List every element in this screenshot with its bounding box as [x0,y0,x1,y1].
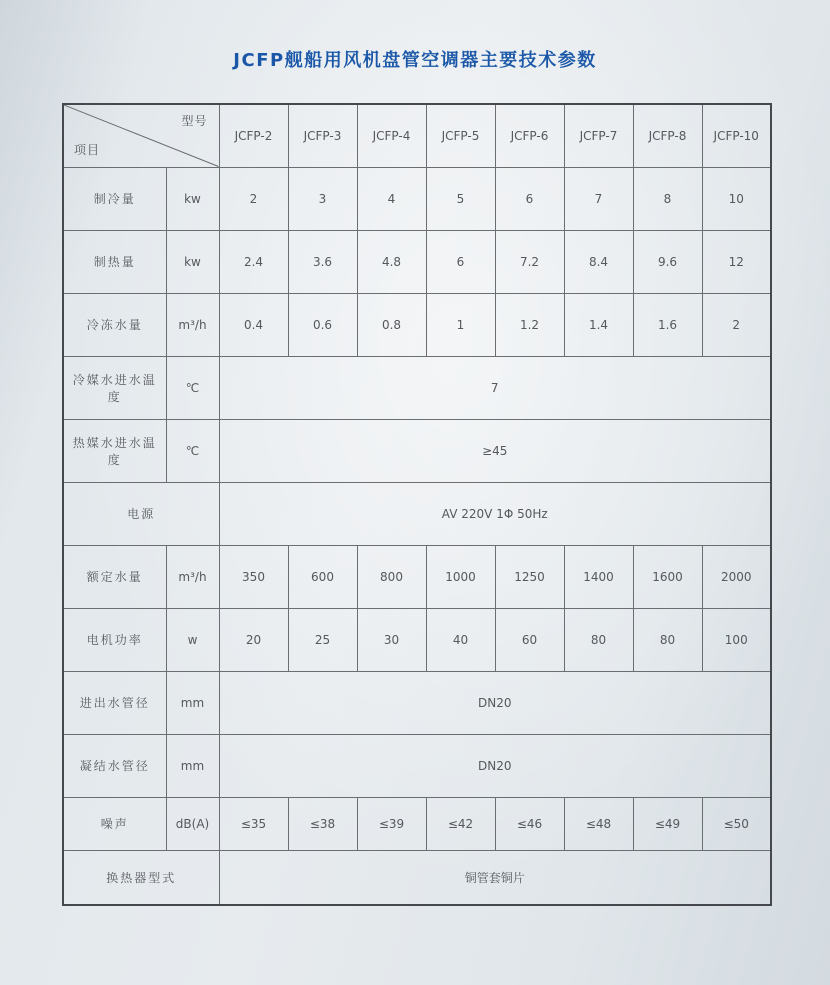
merged-value-cell: DN20 [219,671,771,734]
value-cell-r8-c3: 30 [357,608,426,671]
value-cell-r11-c8: ≤50 [702,797,771,850]
value-cell-r3-c7: 1.6 [633,293,702,356]
row-label: 制冷量 [63,167,166,230]
row-label: 制热量 [63,230,166,293]
table-row [63,545,771,608]
merged-value-cell: DN20 [219,734,771,797]
value-cell-r7-c1: 350 [219,545,288,608]
row-unit: w [166,608,219,671]
row-unit: kw [166,230,219,293]
value-cell-r8-c2: 25 [288,608,357,671]
row-label: 电源 [63,482,219,545]
row-label: 额定水量 [63,545,166,608]
value-cell-r8-c7: 80 [633,608,702,671]
model-header-1: JCFP-2 [219,104,288,167]
value-cell-r7-c2: 600 [288,545,357,608]
value-cell-r1-c5: 6 [495,167,564,230]
value-cell-r1-c1: 2 [219,167,288,230]
value-cell-r2-c5: 7.2 [495,230,564,293]
value-cell-r7-c7: 1600 [633,545,702,608]
value-cell-r2-c4: 6 [426,230,495,293]
corner-item-label: 项目 [74,142,101,157]
merged-value-cell: 铜管套铜片 [219,850,771,905]
row-label: 冷冻水量 [63,293,166,356]
value-cell-r3-c6: 1.4 [564,293,633,356]
value-cell-r7-c4: 1000 [426,545,495,608]
value-cell-r2-c6: 8.4 [564,230,633,293]
value-cell-r11-c6: ≤48 [564,797,633,850]
value-cell-r11-c3: ≤39 [357,797,426,850]
table-row [63,167,771,230]
row-label: 凝结水管径 [63,734,166,797]
value-cell-r2-c3: 4.8 [357,230,426,293]
model-header-7: JCFP-8 [633,104,702,167]
table-row [63,419,771,482]
row-label: 噪声 [63,797,166,850]
value-cell-r1-c7: 8 [633,167,702,230]
table-row [63,671,771,734]
table-row [63,734,771,797]
value-cell-r2-c8: 12 [702,230,771,293]
value-cell-r11-c5: ≤46 [495,797,564,850]
value-cell-r11-c2: ≤38 [288,797,357,850]
row-unit: mm [166,671,219,734]
row-unit: mm [166,734,219,797]
row-unit: dB(A) [166,797,219,850]
header-row [63,104,771,167]
value-cell-r8-c6: 80 [564,608,633,671]
value-cell-r3-c4: 1 [426,293,495,356]
value-cell-r1-c3: 4 [357,167,426,230]
value-cell-r1-c2: 3 [288,167,357,230]
model-header-4: JCFP-5 [426,104,495,167]
value-cell-r2-c1: 2.4 [219,230,288,293]
row-unit: m³/h [166,293,219,356]
value-cell-r8-c5: 60 [495,608,564,671]
row-label: 冷媒水进水温度 [63,356,166,419]
value-cell-r2-c7: 9.6 [633,230,702,293]
value-cell-r8-c8: 100 [702,608,771,671]
value-cell-r7-c3: 800 [357,545,426,608]
model-header-5: JCFP-6 [495,104,564,167]
merged-value-cell: AV 220V 1Φ 50Hz [219,482,771,545]
value-cell-r2-c2: 3.6 [288,230,357,293]
table-row [63,482,771,545]
value-cell-r8-c4: 40 [426,608,495,671]
row-unit: ℃ [166,419,219,482]
value-cell-r8-c1: 20 [219,608,288,671]
merged-value-cell: ≥45 [219,419,771,482]
table-row [63,230,771,293]
table-row [63,356,771,419]
row-label: 换热器型式 [63,850,219,905]
value-cell-r1-c8: 10 [702,167,771,230]
model-header-8: JCFP-10 [702,104,771,167]
value-cell-r3-c3: 0.8 [357,293,426,356]
value-cell-r3-c5: 1.2 [495,293,564,356]
row-label: 电机功率 [63,608,166,671]
value-cell-r7-c5: 1250 [495,545,564,608]
value-cell-r7-c8: 2000 [702,545,771,608]
model-header-2: JCFP-3 [288,104,357,167]
table-row [63,797,771,850]
value-cell-r3-c2: 0.6 [288,293,357,356]
model-header-6: JCFP-7 [564,104,633,167]
model-header-3: JCFP-4 [357,104,426,167]
spec-table [62,103,772,906]
header-corner-cell [63,104,219,167]
value-cell-r1-c4: 5 [426,167,495,230]
table-row [63,608,771,671]
value-cell-r11-c7: ≤49 [633,797,702,850]
table-row [63,850,771,905]
row-label: 热媒水进水温度 [63,419,166,482]
page-title: JCFP舰船用风机盘管空调器主要技术参数 [233,50,597,71]
row-label: 进出水管径 [63,671,166,734]
row-unit: ℃ [166,356,219,419]
value-cell-r3-c8: 2 [702,293,771,356]
value-cell-r1-c6: 7 [564,167,633,230]
row-unit: m³/h [166,545,219,608]
table-row [63,293,771,356]
value-cell-r11-c4: ≤42 [426,797,495,850]
merged-value-cell: 7 [219,356,771,419]
row-unit: kw [166,167,219,230]
corner-model-label: 型号 [181,114,208,128]
value-cell-r7-c6: 1400 [564,545,633,608]
value-cell-r3-c1: 0.4 [219,293,288,356]
value-cell-r11-c1: ≤35 [219,797,288,850]
